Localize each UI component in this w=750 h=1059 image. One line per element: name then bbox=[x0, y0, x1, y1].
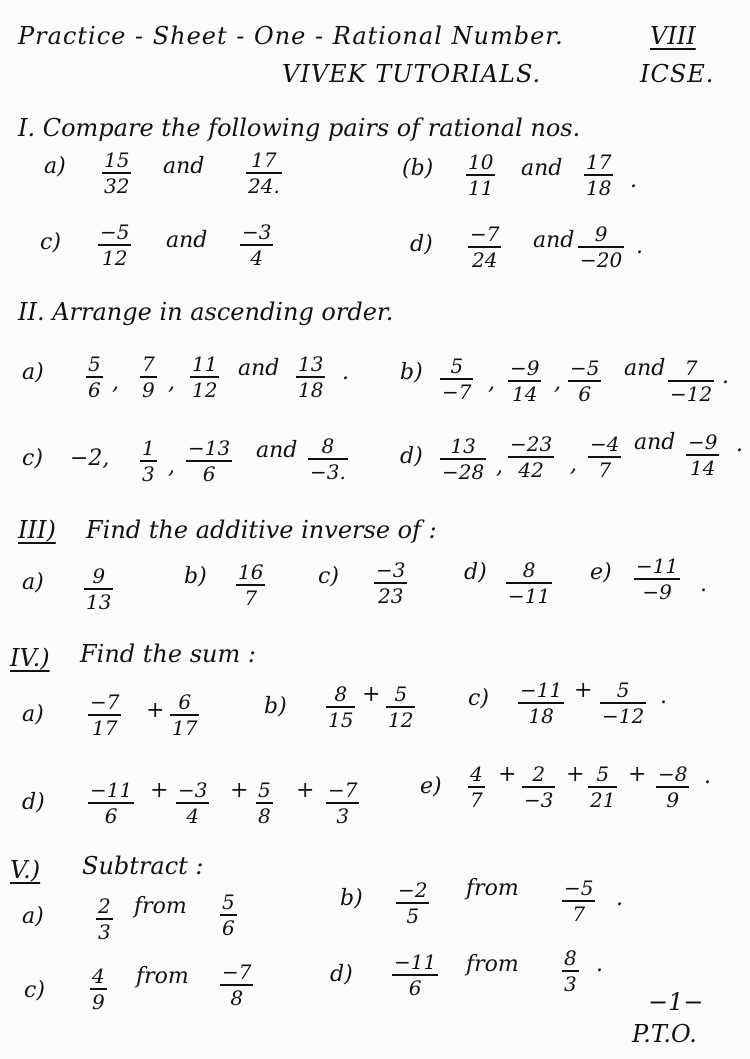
s4e-label: e) bbox=[420, 774, 442, 799]
s4c-fraction-1: −11 18 bbox=[520, 678, 563, 728]
s2b-comma-2: , bbox=[554, 370, 561, 395]
s1c-label: c) bbox=[40, 230, 61, 255]
s1a-and: and bbox=[163, 154, 205, 179]
s5a-fraction-1: 2 3 bbox=[98, 894, 111, 944]
s1b-label: (b) bbox=[402, 156, 434, 181]
s1a-fraction-2: 17 24. bbox=[248, 148, 280, 198]
s5b-end: . bbox=[616, 886, 623, 911]
section-4-heading: Find the sum : bbox=[80, 640, 256, 668]
s4a-label: a) bbox=[22, 702, 44, 727]
s2a-and: and bbox=[238, 356, 280, 381]
s1d-fraction-1: −7 24 bbox=[470, 222, 500, 272]
section-4-number: IV.) bbox=[10, 644, 50, 672]
s4e-end: . bbox=[704, 764, 711, 789]
s3a-fraction: 9 13 bbox=[86, 564, 112, 614]
s2d-and: and bbox=[634, 430, 676, 455]
s5c-label: c) bbox=[24, 978, 45, 1003]
s2b-fraction-1: 5 −7 bbox=[442, 354, 472, 404]
s3d-fraction: 8 −11 bbox=[508, 558, 551, 608]
s5d-from: from bbox=[466, 952, 519, 977]
pto-note: P.T.O. bbox=[632, 1020, 697, 1048]
s1b-and: and bbox=[521, 156, 563, 181]
s5d-label: d) bbox=[330, 962, 353, 987]
s5b-from: from bbox=[466, 876, 519, 901]
s4b-plus: + bbox=[362, 682, 381, 707]
s2a-fraction-1: 5 6 bbox=[88, 352, 101, 402]
sheet-title: Practice - Sheet - One - Rational Number. bbox=[18, 22, 564, 50]
tutorial-name: VIVEK TUTORIALS. bbox=[282, 60, 542, 88]
s2a-label: a) bbox=[22, 360, 44, 385]
s2d-comma-1: , bbox=[496, 454, 503, 479]
s4e-plus-3: + bbox=[628, 762, 647, 787]
s4b-label: b) bbox=[264, 694, 287, 719]
s4d-plus-1: + bbox=[150, 778, 169, 803]
s4a-plus: + bbox=[146, 698, 165, 723]
s4d-plus-2: + bbox=[230, 778, 249, 803]
s2b-comma-1: , bbox=[488, 370, 495, 395]
s4b-fraction-2: 5 12 bbox=[388, 682, 414, 732]
s5a-from: from bbox=[134, 894, 187, 919]
s2d-fraction-4: −9 14 bbox=[688, 430, 718, 480]
s3b-fraction: 16 7 bbox=[238, 560, 264, 610]
s5b-label: b) bbox=[340, 886, 363, 911]
s5b-fraction-1: −2 5 bbox=[398, 878, 428, 928]
s4d-plus-3: + bbox=[296, 778, 315, 803]
s1a-label: a) bbox=[44, 154, 66, 179]
s4a-fraction-2: 6 17 bbox=[172, 690, 198, 740]
s1a-fraction-1: 15 32 bbox=[104, 148, 130, 198]
s3e-fraction: −11 −9 bbox=[636, 554, 679, 604]
s5d-fraction-1: −11 6 bbox=[394, 950, 437, 1000]
s4c-plus: + bbox=[574, 678, 593, 703]
s2b-end: . bbox=[722, 364, 729, 389]
s4c-fraction-2: 5 −12 bbox=[602, 678, 645, 728]
s2b-label: b) bbox=[400, 360, 423, 385]
s2a-fraction-3: 11 12 bbox=[192, 352, 218, 402]
s2a-fraction-2: 7 9 bbox=[142, 352, 155, 402]
s4d-fraction-4: −7 3 bbox=[328, 778, 358, 828]
section-3-heading: Find the additive inverse of : bbox=[86, 516, 437, 544]
s2c-comma-1: , bbox=[168, 454, 175, 479]
s1c-fraction-2: −3 4 bbox=[242, 220, 272, 270]
s2a-comma-1: , bbox=[112, 370, 119, 395]
s4e-fraction-1: 4 7 bbox=[470, 762, 483, 812]
s1b-end: . bbox=[630, 168, 637, 193]
section-2-heading: II. Arrange in ascending order. bbox=[18, 298, 394, 326]
s2d-fraction-1: 13 −28 bbox=[442, 434, 485, 484]
s4e-plus-2: + bbox=[566, 762, 585, 787]
s4d-fraction-2: −3 4 bbox=[178, 778, 208, 828]
s1c-fraction-1: −5 12 bbox=[100, 220, 130, 270]
s2d-label: d) bbox=[400, 444, 423, 469]
s3e-end: . bbox=[700, 572, 707, 597]
s2a-fraction-4: 13 18 bbox=[298, 352, 324, 402]
section-3-number: III) bbox=[18, 516, 56, 544]
s2d-end: . bbox=[736, 432, 743, 457]
s4c-label: c) bbox=[468, 686, 489, 711]
s2c-label: c) bbox=[22, 446, 43, 471]
s4d-fraction-3: 5 8 bbox=[258, 778, 271, 828]
s4e-fraction-2: 2 −3 bbox=[524, 762, 554, 812]
section-1-heading: I. Compare the following pairs of rational nos. bbox=[18, 114, 581, 142]
s3e-label: e) bbox=[590, 560, 612, 585]
s4b-fraction-1: 8 15 bbox=[328, 682, 354, 732]
section-5-heading: Subtract : bbox=[82, 852, 204, 880]
s2b-and: and bbox=[624, 356, 666, 381]
s2c-lead: −2, bbox=[70, 446, 110, 471]
s4e-fraction-3: 5 21 bbox=[590, 762, 616, 812]
s5a-fraction-2: 5 6 bbox=[222, 890, 235, 940]
s2c-fraction-1: 1 3 bbox=[142, 436, 155, 486]
s2b-fraction-4: 7 −12 bbox=[670, 356, 713, 406]
s1d-label: d) bbox=[410, 232, 433, 257]
s2c-fraction-2: −13 6 bbox=[188, 436, 231, 486]
s2b-fraction-2: −9 14 bbox=[510, 356, 540, 406]
s4c-end: . bbox=[660, 684, 667, 709]
s4d-fraction-1: −11 6 bbox=[90, 778, 133, 828]
s3c-fraction: −3 23 bbox=[376, 558, 406, 608]
s5c-from: from bbox=[136, 964, 189, 989]
s3c-label: c) bbox=[318, 564, 339, 589]
s2d-fraction-3: −4 7 bbox=[590, 432, 620, 482]
s2d-fraction-2: −23 42 bbox=[510, 432, 553, 482]
section-5-number: V.) bbox=[10, 856, 41, 884]
s5a-label: a) bbox=[22, 904, 44, 929]
s3a-label: a) bbox=[22, 570, 44, 595]
s4a-fraction-1: −7 17 bbox=[90, 690, 120, 740]
s2a-end: . bbox=[342, 360, 349, 385]
board-label: ICSE. bbox=[640, 60, 715, 88]
s2b-fraction-3: −5 6 bbox=[570, 356, 600, 406]
grade-label: VIII bbox=[650, 22, 696, 50]
s2c-and: and bbox=[256, 438, 298, 463]
s5c-fraction-2: −7 8 bbox=[222, 960, 252, 1010]
s5b-fraction-2: −5 7 bbox=[564, 876, 594, 926]
page-number: −1− bbox=[648, 988, 704, 1016]
s4e-plus-1: + bbox=[498, 762, 517, 787]
s2c-fraction-3: 8 −3. bbox=[310, 434, 346, 484]
s1d-and: and bbox=[533, 228, 575, 253]
s1c-and: and bbox=[166, 228, 208, 253]
s1d-end: . bbox=[636, 234, 643, 259]
s2a-comma-2: , bbox=[168, 370, 175, 395]
s1b-fraction-2: 17 18 bbox=[586, 150, 612, 200]
s5c-fraction-1: 4 9 bbox=[92, 964, 105, 1014]
s4d-label: d) bbox=[22, 790, 45, 815]
s5d-end: . bbox=[596, 952, 603, 977]
s3d-label: d) bbox=[464, 560, 487, 585]
s5d-fraction-2: 8 3 bbox=[564, 946, 577, 996]
s2d-comma-2: , bbox=[570, 452, 577, 477]
s1d-fraction-2: 9 −20 bbox=[580, 222, 623, 272]
s3b-label: b) bbox=[184, 564, 207, 589]
s1b-fraction-1: 10 11 bbox=[468, 150, 494, 200]
s4e-fraction-4: −8 9 bbox=[658, 762, 688, 812]
